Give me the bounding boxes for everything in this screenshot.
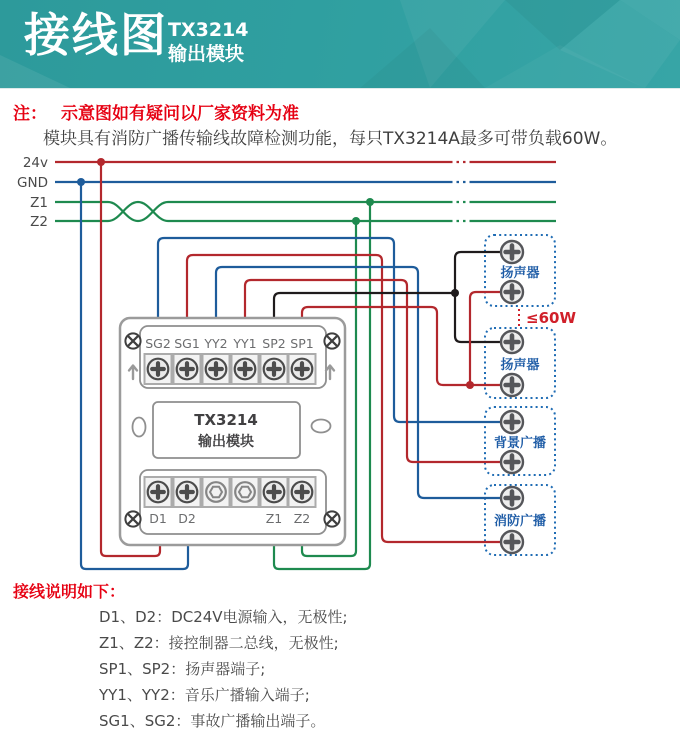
terminal-label-sg1: SG1 bbox=[174, 336, 200, 351]
corner-screw-icon bbox=[324, 333, 339, 348]
terminal-screw-icon bbox=[145, 354, 172, 384]
note-line bbox=[13, 99, 299, 124]
bus-label-z2: Z2 bbox=[30, 214, 48, 230]
junction-24v bbox=[97, 158, 105, 166]
module-type: 输出模块 bbox=[198, 434, 254, 450]
page-title: 接线图 bbox=[24, 8, 168, 62]
hex-terminal-icon bbox=[203, 477, 230, 507]
broadcast-terminal-icon bbox=[501, 411, 523, 433]
speaker1-label: 扬声器 bbox=[500, 266, 540, 281]
terminal-screw-icon bbox=[232, 354, 259, 384]
terminal-screw-icon bbox=[261, 477, 288, 507]
note-label: 注： bbox=[13, 104, 47, 124]
broadcast-terminal-icon bbox=[501, 531, 523, 553]
speaker-terminal-icon bbox=[501, 281, 523, 303]
junction-sp2 bbox=[451, 289, 459, 297]
module-hole-left bbox=[133, 418, 146, 437]
speaker2-label: 扬声器 bbox=[500, 358, 540, 373]
terminal-screw-icon bbox=[203, 354, 230, 384]
terminal-screw-icon bbox=[174, 354, 201, 384]
corner-screw-icon bbox=[324, 511, 339, 526]
terminal-label-z1: Z1 bbox=[265, 511, 283, 526]
instructions-heading: 接线说明如下： bbox=[13, 582, 126, 601]
note-description: 模块具有消防广播传输线故障检测功能，每只TX3214A最多可带负载60W。 bbox=[43, 129, 618, 149]
terminal-label-yy2: YY2 bbox=[204, 336, 228, 351]
broadcast-terminal-icon bbox=[501, 451, 523, 473]
corner-screw-icon bbox=[125, 511, 140, 526]
terminal-label-yy1: YY1 bbox=[233, 336, 257, 351]
terminal-label-d1: D1 bbox=[149, 511, 167, 526]
power-limit-label: ≤60W bbox=[526, 309, 576, 327]
corner-screw-icon bbox=[125, 333, 140, 348]
terminal-label-sp1: SP1 bbox=[290, 336, 314, 351]
bus-label-24v: 24v bbox=[22, 155, 48, 171]
terminal-label-sg2: SG2 bbox=[145, 336, 171, 351]
speaker-terminal-icon bbox=[501, 331, 523, 353]
instruction-item: SG1、SG2：事故广播输出端子。 bbox=[99, 712, 326, 730]
terminal-label-z2: Z2 bbox=[293, 511, 311, 526]
terminal-screw-icon bbox=[261, 354, 288, 384]
note-warning: 示意图如有疑问以厂家资料为准 bbox=[61, 104, 299, 124]
junction-z2 bbox=[352, 217, 360, 225]
model-number: TX3214 bbox=[168, 19, 249, 41]
terminal-label-sp2: SP2 bbox=[262, 336, 286, 351]
terminal-screw-icon bbox=[145, 477, 172, 507]
junction-z1 bbox=[366, 198, 374, 206]
instruction-item: SP1、SP2：扬声器端子; bbox=[99, 660, 266, 678]
instructions-list bbox=[99, 604, 348, 732]
fire-broadcast-label: 消防广播 bbox=[493, 514, 547, 529]
instruction-item: D1、D2：DC24V电源输入，无极性; bbox=[99, 608, 348, 626]
model-type: 输出模块 bbox=[168, 43, 245, 65]
broadcast-terminal-icon bbox=[501, 487, 523, 509]
instruction-item: YY1、YY2：音乐广播输入端子; bbox=[99, 686, 310, 704]
instruction-item: Z1、Z2：接控制器二总线，无极性; bbox=[99, 634, 339, 652]
module-name: TX3214 bbox=[194, 411, 258, 429]
terminal-screw-icon bbox=[289, 354, 316, 384]
junction-gnd bbox=[77, 178, 85, 186]
bus-label-z1: Z1 bbox=[30, 195, 48, 211]
speaker-terminal-icon bbox=[501, 241, 523, 263]
wiring-diagram bbox=[0, 148, 680, 578]
bus-label-gnd: GND bbox=[17, 175, 48, 191]
module-hole-right bbox=[312, 420, 331, 433]
terminal-label-d2: D2 bbox=[178, 511, 196, 526]
background-broadcast-label: 背景广播 bbox=[493, 436, 547, 451]
header-banner bbox=[0, 0, 680, 89]
terminal-screw-icon bbox=[289, 477, 316, 507]
terminal-screw-icon bbox=[174, 477, 201, 507]
speaker-terminal-icon bbox=[501, 374, 523, 396]
hex-terminal-icon bbox=[232, 477, 259, 507]
junction-sp1 bbox=[466, 381, 474, 389]
